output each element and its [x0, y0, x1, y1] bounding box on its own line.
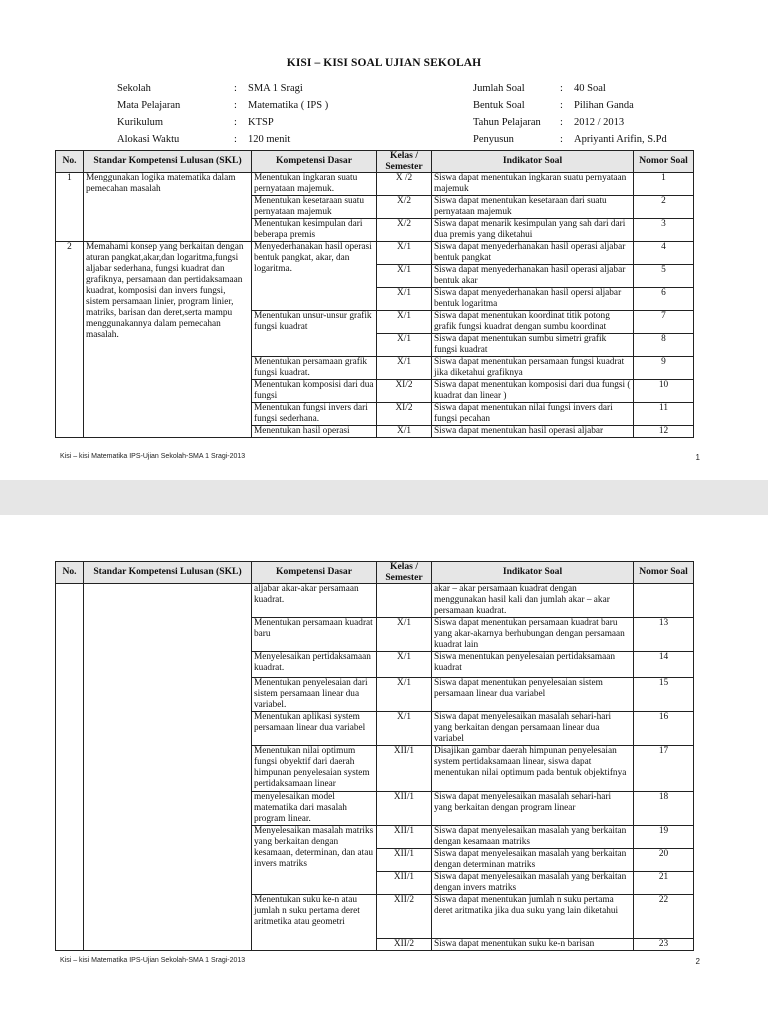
cell-indikator: Siswa dapat menarik kesimpulan yang sah dari dari dua premis yang diketahui: [432, 219, 634, 242]
document-title: KISI – KISI SOAL UJIAN SEKOLAH: [286, 57, 482, 69]
cell-indikator: Siswa dapat menentukan penyelesaian sistem persamaan linear dua variabel: [432, 678, 634, 712]
info-separator: :: [234, 83, 237, 94]
cell-kelas: XI/2: [377, 403, 432, 426]
cell-kelas: X/1: [377, 357, 432, 380]
info-value: 40 Soal: [574, 83, 606, 94]
cell-indikator: Siswa dapat menentukan jumlah n suku pertama deret aritmatika jika dua suku yang lain diketahui: [432, 895, 634, 939]
cell-kompetensi-dasar: Menentukan ingkaran suatu pernyataan majemuk.: [252, 173, 377, 196]
cell-nomor: 23: [634, 939, 694, 951]
info-right-block: [473, 80, 667, 148]
cell-kelas: X/1: [377, 426, 432, 438]
info-value: 2012 / 2013: [574, 117, 625, 128]
cell-kompetensi-dasar: aljabar akar-akar persamaan kuadrat.: [252, 584, 377, 618]
cell-kompetensi-dasar: Menyelesaikan masalah matriks yang berkaitan dengan kesamaan, determinan, dan atau invers matriks: [252, 826, 377, 895]
info-label: Sekolah: [117, 83, 151, 94]
page-footer: [60, 957, 700, 964]
info-row-mata-pelajaran: [117, 97, 328, 114]
info-separator: :: [234, 100, 237, 111]
info-row-jumlah-soal: [473, 80, 667, 97]
cell-kelas: XII/2: [377, 895, 432, 939]
cell-indikator: Siswa dapat menentukan persamaan kuadrat baru yang akar-akarnya berhubungan dengan persamaan kuadrat lain: [432, 618, 634, 652]
table-row: [56, 173, 694, 196]
cell-nomor: 4: [634, 242, 694, 265]
cell-indikator: akar – akar persamaan kuadrat dengan menggunakan hasil kali dan jumlah akar – akar persamaan kuadrat.: [432, 584, 634, 618]
cell-kelas: X/1: [377, 265, 432, 288]
cell-nomor: 15: [634, 678, 694, 712]
cell-indikator: Siswa dapat menentukan persamaan fungsi kuadrat jika diketahui grafiknya: [432, 357, 634, 380]
info-separator: :: [234, 117, 237, 128]
cell-kelas: XI/2: [377, 380, 432, 403]
cell-nomor: 13: [634, 618, 694, 652]
page-number: 2: [695, 957, 700, 966]
cell-kompetensi-dasar: Menentukan persamaan grafik fungsi kuadrat.: [252, 357, 377, 380]
table-row: [56, 242, 694, 265]
cell-nomor: 12: [634, 426, 694, 438]
table-row: [56, 584, 694, 618]
cell-kelas: X /2: [377, 173, 432, 196]
cell-nomor: 21: [634, 872, 694, 895]
header-nomor-soal: Nomor Soal: [634, 562, 694, 584]
info-value: 120 menit: [248, 134, 291, 145]
cell-kelas: X/1: [377, 678, 432, 712]
info-separator: :: [234, 134, 237, 145]
cell-nomor: 8: [634, 334, 694, 357]
cell-kelas: XII/1: [377, 826, 432, 849]
header-skl: Standar Kompetensi Lulusan (SKL): [84, 562, 252, 584]
cell-kompetensi-dasar: Menentukan kesetaraan suatu pernyataan majemuk: [252, 196, 377, 219]
info-label: Mata Pelajaran: [117, 100, 181, 111]
header-kelas-semester: Kelas / Semester: [377, 151, 432, 173]
cell-kelas: X/2: [377, 196, 432, 219]
cell-kelas: X/1: [377, 334, 432, 357]
cell-indikator: Siswa dapat menentukan sumbu simetri grafik fungsi kuadrat: [432, 334, 634, 357]
cell-nomor: 16: [634, 712, 694, 746]
cell-nomor: 9: [634, 357, 694, 380]
cell-indikator: Siswa dapat menyederhanakan hasil opersi aljabar bentuk logaritma: [432, 288, 634, 311]
info-row-tahun-pelajaran: [473, 114, 667, 131]
cell-nomor: 5: [634, 265, 694, 288]
cell-kompetensi-dasar: Menentukan suku ke-n atau jumlah n suku pertama deret aritmetika atau geometri: [252, 895, 377, 951]
cell-skl: [84, 584, 252, 951]
info-separator: :: [560, 83, 563, 94]
info-separator: :: [560, 100, 563, 111]
cell-indikator: Siswa dapat menyelesaikan masalah yang berkaitan dengan kesamaan matriks: [432, 826, 634, 849]
cell-kompetensi-dasar: Menyederhanakan hasil operasi bentuk pangkat, akar, dan logaritma.: [252, 242, 377, 311]
header-kompetensi-dasar: Kompetensi Dasar: [252, 562, 377, 584]
kisi-table-page-2: [55, 561, 694, 951]
cell-kelas: X/1: [377, 712, 432, 746]
footer-text: Kisi – kisi Matematika IPS-Ujian Sekolah-SMA 1 Sragi-2013: [60, 957, 246, 964]
info-value: KTSP: [248, 117, 274, 128]
header-kelas-semester: Kelas / Semester: [377, 562, 432, 584]
info-row-bentuk-soal: [473, 97, 667, 114]
cell-no: 1: [56, 173, 84, 242]
cell-indikator: Siswa dapat menentukan ingkaran suatu pernyataan majemuk: [432, 173, 634, 196]
info-row-sekolah: [117, 80, 328, 97]
info-row-kurikulum: [117, 114, 328, 131]
cell-kelas: [377, 584, 432, 618]
cell-kelas: XII/1: [377, 746, 432, 792]
cell-nomor: 3: [634, 219, 694, 242]
cell-indikator: Siswa dapat menentukan kesetaraan dari suatu pernyataan majemuk: [432, 196, 634, 219]
table-header-row: [56, 151, 694, 173]
cell-nomor: 7: [634, 311, 694, 334]
cell-nomor: 22: [634, 895, 694, 939]
cell-kelas: XII/2: [377, 939, 432, 951]
info-label: Kurikulum: [117, 117, 164, 128]
header-indikator-soal: Indikator Soal: [432, 562, 634, 584]
cell-nomor: 10: [634, 380, 694, 403]
cell-indikator: Siswa dapat menyelesaikan masalah yang berkaitan dengan determinan matriks: [432, 849, 634, 872]
cell-no: 2: [56, 242, 84, 438]
cell-kelas: X/2: [377, 219, 432, 242]
info-label: Tahun Pelajaran: [473, 117, 541, 128]
cell-indikator: Siswa dapat menyelesaikan masalah sehari-hari yang berkaitan dengan program linear: [432, 792, 634, 826]
info-row-penyusun: [473, 131, 667, 148]
cell-nomor: 2: [634, 196, 694, 219]
cell-nomor: 17: [634, 746, 694, 792]
header-skl: Standar Kompetensi Lulusan (SKL): [84, 151, 252, 173]
info-separator: :: [560, 117, 563, 128]
page-footer: [60, 453, 700, 460]
info-value: Pilihan Ganda: [574, 100, 634, 111]
cell-indikator: Disajikan gambar daerah himpunan penyelesaian system pertidaksamaan linear, siswa dapat menentukan nilai optimum pada bentuk objektifnya: [432, 746, 634, 792]
cell-nomor: 6: [634, 288, 694, 311]
header-no: No.: [56, 562, 84, 584]
header-nomor-soal: Nomor Soal: [634, 151, 694, 173]
cell-nomor: [634, 584, 694, 618]
cell-no: [56, 584, 84, 951]
cell-kompetensi-dasar: Menentukan hasil operasi: [252, 426, 377, 438]
cell-nomor: 14: [634, 652, 694, 678]
info-label: Penyusun: [473, 134, 514, 145]
cell-kompetensi-dasar: Menentukan persamaan kuadrat baru: [252, 618, 377, 652]
cell-nomor: 20: [634, 849, 694, 872]
header-no: No.: [56, 151, 84, 173]
info-value: SMA 1 Sragi: [248, 83, 303, 94]
page-gap: [0, 480, 768, 515]
cell-nomor: 1: [634, 173, 694, 196]
cell-nomor: 19: [634, 826, 694, 849]
cell-kelas: XII/1: [377, 792, 432, 826]
cell-kompetensi-dasar: menyelesaikan model matematika dari masalah program linear.: [252, 792, 377, 826]
cell-indikator: Siswa dapat menyelesaikan masalah sehari-hari yang berkaitan dengan persamaan linear dua variabel: [432, 712, 634, 746]
info-value: Apriyanti Arifin, S.Pd: [574, 134, 667, 145]
cell-skl: Memahami konsep yang berkaitan dengan aturan pangkat,akar,dan logaritma,fungsi aljabar sederhana, fungsi kuadrat dan grafiknya, persamaan dan pertidaksamaan kuadrat, komposisi dan invers fungsi, sistem persamaan linier, program linier, matriks, barisan dan deret,serta mampu menggunakannya dalam pemecahan masalah.: [84, 242, 252, 438]
header-indikator-soal: Indikator Soal: [432, 151, 634, 173]
cell-nomor: 18: [634, 792, 694, 826]
footer-text: Kisi – kisi Matematika IPS-Ujian Sekolah-SMA 1 Sragi-2013: [60, 453, 246, 460]
cell-indikator: Siswa dapat menyederhanakan hasil operasi aljabar bentuk pangkat: [432, 242, 634, 265]
cell-kelas: X/1: [377, 652, 432, 678]
cell-nomor: 11: [634, 403, 694, 426]
cell-kelas: XII/1: [377, 849, 432, 872]
cell-indikator: Siswa dapat menentukan nilai fungsi invers dari fungsi pecahan: [432, 403, 634, 426]
header-kompetensi-dasar: Kompetensi Dasar: [252, 151, 377, 173]
cell-kelas: X/1: [377, 311, 432, 334]
cell-kelas: XII/1: [377, 872, 432, 895]
info-left-block: [117, 80, 328, 148]
cell-kompetensi-dasar: Menentukan unsur-unsur grafik fungsi kuadrat: [252, 311, 377, 357]
info-label: Bentuk Soal: [473, 100, 525, 111]
cell-kompetensi-dasar: Menentukan kesimpulan dari beberapa premis: [252, 219, 377, 242]
page-number: 1: [695, 453, 700, 462]
cell-indikator: Siswa menentukan penyelesaian pertidaksamaan kuadrat: [432, 652, 634, 678]
cell-skl: Menggunakan logika matematika dalam pemecahan masalah: [84, 173, 252, 242]
cell-kelas: X/1: [377, 618, 432, 652]
cell-kelas: X/1: [377, 288, 432, 311]
kisi-table-page-1: [55, 150, 694, 438]
cell-indikator: Siswa dapat menyederhanakan hasil operasi aljabar bentuk akar: [432, 265, 634, 288]
info-separator: :: [560, 134, 563, 145]
info-label: Alokasi Waktu: [117, 134, 180, 145]
cell-indikator: Siswa dapat menentukan hasil operasi aljabar: [432, 426, 634, 438]
cell-kompetensi-dasar: Menentukan fungsi invers dari fungsi sederhana.: [252, 403, 377, 426]
cell-kelas: X/1: [377, 242, 432, 265]
info-label: Jumlah Soal: [473, 83, 525, 94]
cell-indikator: Siswa dapat menyelesaikan masalah yang berkaitan dengan invers matriks: [432, 872, 634, 895]
cell-kompetensi-dasar: Menyelesaikan pertidaksamaan kuadrat.: [252, 652, 377, 678]
info-row-alokasi-waktu: [117, 131, 328, 148]
table-header-row: [56, 562, 694, 584]
cell-indikator: Siswa dapat menentukan koordinat titik potong grafik fungsi kuadrat dengan sumbu koordinat: [432, 311, 634, 334]
cell-kompetensi-dasar: Menentukan penyelesaian dari sistem persamaan linear dua variabel.: [252, 678, 377, 712]
cell-indikator: Siswa dapat menentukan komposisi dari dua fungsi ( kuadrat dan linear ): [432, 380, 634, 403]
info-value: Matematika ( IPS ): [248, 100, 329, 111]
cell-indikator: Siswa dapat menentukan suku ke-n barisan: [432, 939, 634, 951]
cell-kompetensi-dasar: Menentukan nilai optimum fungsi obyektif dari daerah himpunan penyelesaian system pertidaksamaan linear: [252, 746, 377, 792]
cell-kompetensi-dasar: Menentukan komposisi dari dua fungsi: [252, 380, 377, 403]
cell-kompetensi-dasar: Menentukan aplikasi system persamaan linear dua variabel: [252, 712, 377, 746]
document-page-1: [0, 0, 768, 480]
